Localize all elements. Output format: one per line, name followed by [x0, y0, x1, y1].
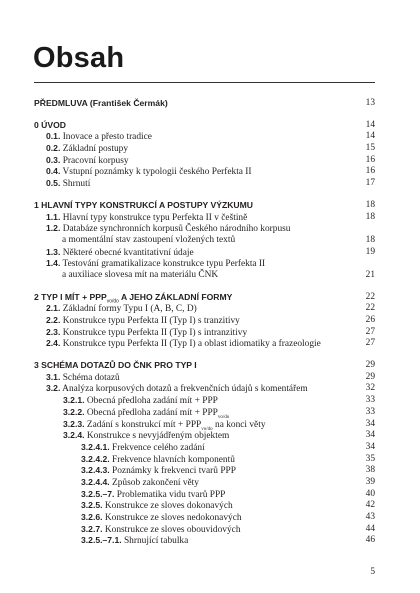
toc-page-number: 29 — [365, 360, 375, 371]
toc-section — [34, 120, 375, 190]
toc-entry-title: Problematika vidu tvarů PPP — [116, 489, 226, 500]
toc-chapter — [34, 98, 375, 110]
toc-page-number: 22 — [365, 303, 375, 314]
toc-entry-number: 3.2.4.3. — [81, 465, 110, 476]
toc-entry-title: Frekvence celého zadání — [112, 442, 205, 453]
toc-entry — [34, 178, 375, 190]
toc-entry-title: Shrnutí — [62, 179, 91, 190]
toc-entry — [34, 258, 375, 270]
toc-page-number: 16 — [365, 154, 375, 165]
toc-entry-subscript: vo/do — [106, 298, 119, 305]
toc-entry — [34, 235, 375, 247]
toc-page-number: 14 — [365, 131, 375, 142]
toc-page-number: 27 — [365, 338, 375, 349]
toc-entry-title: Inovace a přesto tradice — [62, 132, 152, 143]
toc-entry-number: 3.2.4.2. — [81, 453, 110, 464]
table-of-contents — [34, 98, 375, 557]
toc-entry-title: Obecná předloha zadání mít + PPP — [86, 407, 218, 418]
toc-entry-title-tail: na konci věty — [212, 419, 266, 430]
toc-entry-title: Schéma dotazů — [62, 372, 120, 383]
toc-entry-title: Hlavní typy konstrukce typu Perfekta II v češtině — [62, 212, 248, 223]
toc-page-number: 17 — [365, 178, 375, 189]
toc-entry — [34, 454, 375, 466]
toc-entry — [34, 155, 375, 167]
toc-entry — [34, 143, 375, 155]
title-rule — [34, 82, 375, 83]
toc-entry-title: 3 SCHÉMA DOTAZŮ DO ČNK PRO TYP I — [34, 360, 197, 371]
toc-entry-number: 3.2.5.–7.1. — [81, 535, 122, 546]
toc-page-number: 34 — [365, 430, 375, 441]
toc-page-number: 29 — [365, 371, 375, 382]
toc-entry-number: 3.1. — [46, 371, 61, 382]
toc-entry-title: Konstrukce ze sloves dokonavých — [104, 501, 233, 512]
toc-entry-title: Shrnující tabulka — [123, 536, 189, 547]
toc-page-number: 35 — [365, 453, 375, 464]
toc-entry — [34, 524, 375, 536]
toc-entry-title: Konstrukce typu Perfekta II (Typ I) a oblast idiomatiky a frazeologie — [62, 339, 321, 350]
toc-entry-number: 1.4. — [46, 258, 61, 269]
toc-entry-title: 2 TYP I MÍT + PPP — [34, 291, 107, 302]
toc-entry — [34, 315, 375, 327]
toc-entry-number: 3.2.7. — [81, 523, 103, 534]
toc-entry-title: Některé obecné kvantitativní údaje — [62, 247, 194, 258]
toc-page-number: 32 — [365, 383, 375, 394]
page-number: 5 — [370, 567, 375, 577]
toc-page-number: 39 — [365, 476, 375, 487]
toc-page-number: 19 — [365, 246, 375, 257]
toc-entry — [34, 327, 375, 339]
toc-entry — [34, 303, 375, 315]
toc-page-number: 33 — [365, 395, 375, 406]
toc-entry — [34, 489, 375, 501]
toc-entry-title: 1 HLAVNÍ TYPY KONSTRUKCÍ A POSTUPY VÝZKUMU — [34, 199, 254, 210]
toc-entry-number: 1.3. — [46, 246, 61, 257]
toc-entry-title: Analýza korpusových dotazů a frekvenčních údajů s komentářem — [62, 384, 308, 395]
toc-entry — [34, 477, 375, 489]
toc-page-number: 18 — [365, 211, 375, 222]
toc-entry — [34, 465, 375, 477]
toc-entry-title: PŘEDMLUVA (František Čermák) — [34, 98, 168, 108]
toc-section — [34, 200, 375, 282]
toc-entry — [34, 247, 375, 259]
toc-entry — [34, 223, 375, 235]
toc-page-number: 42 — [365, 500, 375, 511]
toc-entry-number: 3.2.3. — [63, 418, 85, 429]
toc-entry-title: Vstupní poznámky k typologii českého Perfekta II — [62, 167, 252, 178]
toc-entry — [34, 338, 375, 350]
toc-entry-title: Způsob zakončení věty — [112, 477, 199, 488]
toc-entry-title: Základní postupy — [62, 144, 129, 155]
toc-entry-number: 3.2. — [46, 383, 61, 394]
toc-page-number: 13 — [365, 98, 375, 108]
toc-entry — [34, 419, 375, 431]
toc-entry-title: Testování gramatikalizace konstrukce typu Perfekta II — [62, 259, 266, 270]
toc-entry — [34, 131, 375, 143]
toc-page-number: 44 — [365, 523, 375, 534]
toc-section — [34, 292, 375, 350]
toc-entry-title: Konstrukce typu Perfekta II (Typ I) s tranzitivy — [62, 316, 240, 326]
toc-page-number: 34 — [365, 441, 375, 452]
toc-page-number: 38 — [365, 465, 375, 476]
toc-page-number: 18 — [365, 199, 375, 210]
toc-entry-title: Poznámky k frekvenci tvarů PPP — [112, 466, 236, 477]
toc-entry-title: Konstrukce ze sloves nedokonavých — [104, 513, 242, 523]
toc-entry-title: Databáze synchronních korpusů Českého národního korpusu — [62, 224, 291, 235]
toc-page-number: 22 — [365, 291, 375, 302]
toc-entry-number: 3.2.4. — [63, 430, 85, 441]
toc-entry — [34, 442, 375, 454]
toc-entry — [34, 395, 375, 407]
toc-entry-title: a auxiliace slovesa mít na materiálu ČNK — [62, 269, 219, 280]
toc-entry-number: 0.4. — [46, 166, 61, 177]
toc-page-number: 16 — [365, 166, 375, 177]
toc-entry-number: 3.2.4.4. — [81, 476, 110, 487]
toc-entry — [34, 212, 375, 224]
toc-page-number: 18 — [365, 234, 375, 245]
toc-entry-number: 3.2.2. — [63, 406, 85, 417]
toc-entry — [34, 500, 375, 512]
toc-entry-number: 0.2. — [46, 143, 61, 154]
toc-entry — [34, 512, 375, 524]
toc-page-number: 14 — [365, 119, 375, 130]
toc-entry-subscript: vo/do — [217, 414, 230, 420]
toc-page-number: 33 — [365, 406, 375, 417]
toc-entry-title-tail: A JEHO ZÁKLADNÍ FORMY — [118, 291, 233, 302]
toc-entry-title: Zadání s konstrukcí mít + PPP — [86, 419, 202, 430]
toc-entry-number: 0.5. — [46, 178, 61, 189]
toc-entry-title: Pracovní korpusy — [62, 155, 129, 166]
toc-page-number: 15 — [365, 143, 375, 154]
toc-entry-number: 2.1. — [46, 303, 61, 314]
toc-page-number: 27 — [365, 326, 375, 337]
toc-page-number: 43 — [365, 512, 375, 522]
toc-entry-number: 1.1. — [46, 211, 61, 222]
toc-entry-title: a momentální stav zastoupení vložených textů — [62, 234, 236, 245]
toc-page-number: 21 — [365, 269, 375, 280]
toc-chapter — [34, 200, 375, 212]
toc-page-number: 26 — [365, 315, 375, 325]
toc-chapter — [34, 292, 375, 304]
toc-entry-title: Obecná předloha zadání mít + PPP — [86, 396, 218, 407]
toc-section — [34, 360, 375, 547]
toc-page-number: 34 — [365, 418, 375, 429]
toc-entry-number: 0.1. — [46, 131, 61, 142]
toc-entry-title: Základní formy Typu I (A, B, C, D) — [62, 304, 197, 315]
toc-entry-number: 3.2.4.1. — [81, 441, 110, 452]
toc-chapter — [34, 360, 375, 372]
toc-entry-number: 2.4. — [46, 338, 61, 349]
toc-entry-number: 3.2.5. — [81, 500, 103, 511]
toc-entry-number: 3.2.5.–7. — [81, 488, 115, 499]
toc-page-number: 46 — [365, 535, 375, 546]
toc-entry — [34, 430, 375, 442]
toc-entry — [34, 270, 375, 282]
toc-entry — [34, 535, 375, 547]
toc-entry-number: 0.3. — [46, 154, 61, 165]
toc-entry-number: 1.2. — [46, 223, 61, 234]
toc-entry-number: 2.3. — [46, 326, 61, 337]
toc-entry-subscript: vo/do — [201, 426, 213, 432]
toc-entry — [34, 383, 375, 395]
toc-entry-title: Konstrukce ze sloves obouvidových — [104, 524, 241, 535]
toc-entry-title: 0 ÚVOD — [34, 119, 66, 130]
toc-entry-title: Frekvence hlavních komponentů — [112, 454, 235, 465]
toc-page-number: 40 — [365, 488, 375, 499]
toc-entry-title: Konstrukce typu Perfekta II (Typ I) s intranzitivy — [62, 327, 248, 338]
toc-section — [34, 98, 375, 110]
toc-entry-number: 3.2.6. — [81, 512, 103, 522]
toc-chapter — [34, 120, 375, 132]
toc-entry — [34, 166, 375, 178]
toc-entry-number: 2.2. — [46, 315, 61, 325]
page-title: Obsah — [33, 42, 125, 74]
toc-entry — [34, 372, 375, 384]
toc-entry-title: Konstrukce s nevyjádřeným objektem — [86, 431, 230, 442]
toc-entry-number: 3.2.1. — [63, 395, 85, 406]
toc-entry — [34, 407, 375, 419]
